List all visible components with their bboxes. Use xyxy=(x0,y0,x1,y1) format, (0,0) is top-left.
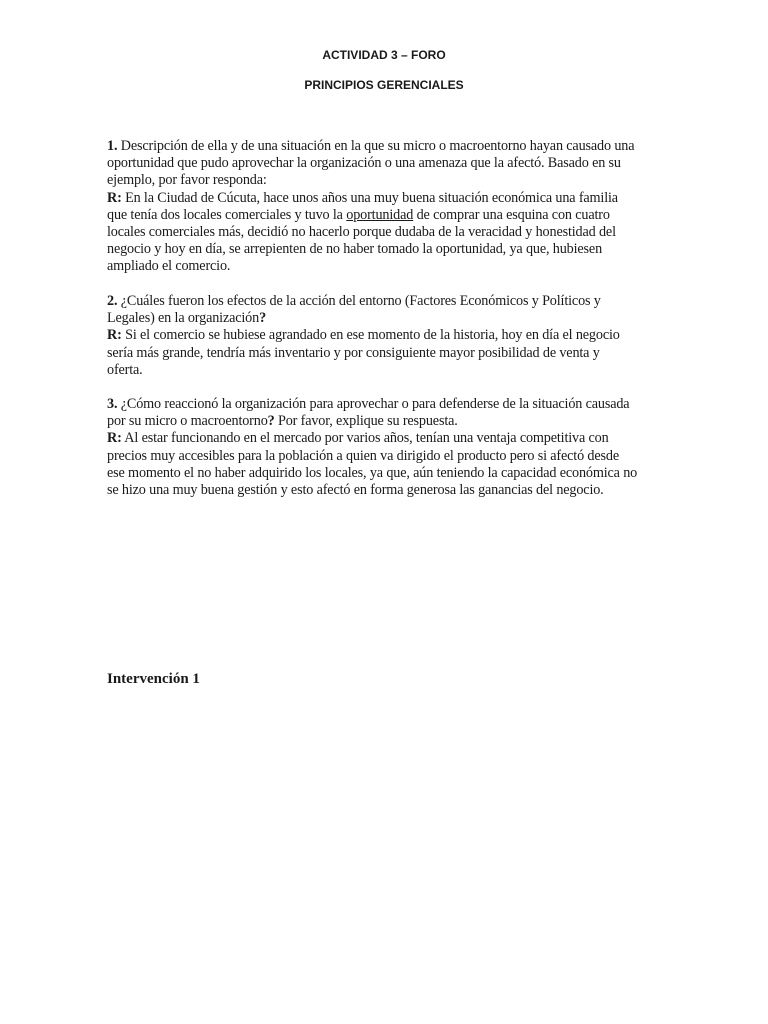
document-subtitle: PRINCIPIOS GERENCIALES xyxy=(304,78,464,92)
answer-2-line-2: sería más grande, tendría más inventario y por consiguiente mayor posibilidad de venta y xyxy=(107,344,600,361)
answer-3-line-4: se hizo una muy buena gestión y esto afectó en forma generosa las ganancias del negocio. xyxy=(107,482,604,499)
question-block-2 xyxy=(107,293,667,379)
question-3-text-part: Por favor, explique su respuesta. xyxy=(274,413,458,430)
answer-3-line-3: ese momento el no haber adquirido los locales, ya que, aún teniendo la capacidad económica no xyxy=(107,464,638,481)
answer-1-line-5: ampliado el comercio. xyxy=(107,258,231,275)
answer-2-line-3: oferta. xyxy=(107,361,143,378)
question-3-line-1 xyxy=(107,396,667,413)
answer-1-line-1 xyxy=(107,190,667,207)
question-1-line-1 xyxy=(107,138,667,155)
answer-1-line-4: negocio y hoy en día, se arrepienten de no haber tomado la oportunidad, ya que, hubiesen xyxy=(107,241,603,258)
question-2-text: ¿Cuáles fueron los efectos de la acción del entorno (Factores Económicos y Políticos y xyxy=(120,293,601,309)
question-3-text-part: por su micro o macroentorno xyxy=(107,413,268,430)
question-1-line-2: oportunidad que pudo aprovechar la organización o una amenaza que la afectó. Basado en su xyxy=(107,155,621,172)
answer-2-label: R: xyxy=(107,327,122,344)
answer-3-text: Al estar funcionando en el mercado por varios años, tenían una ventaja competitiva con xyxy=(124,430,609,447)
question-2-line-1 xyxy=(107,293,667,310)
answer-3-line-2: precios muy accesibles para la población a quien va dirigido el producto pero si afectó desde xyxy=(107,447,619,464)
answer-2-text: Si el comercio se hubiese agrandado en ese momento de la historia, hoy en día el negocio xyxy=(125,327,620,344)
answer-1-text-part: que tenía dos locales comerciales y tuvo la xyxy=(107,206,343,223)
question-1-number: 1. xyxy=(107,138,118,154)
question-2-line-2 xyxy=(107,310,667,327)
answer-1-label: R: xyxy=(107,189,122,206)
answer-1-text-part: de comprar una esquina con cuatro xyxy=(416,206,610,223)
answer-1-line-3: locales comerciales más, decidió no hacerlo porque dudaba de la veracidad y honestidad del xyxy=(107,224,616,241)
question-3-line-2 xyxy=(107,413,667,430)
answer-3-line-1 xyxy=(107,430,667,447)
question-block-3 xyxy=(107,396,667,499)
question-block-1 xyxy=(107,138,667,276)
document-title: ACTIVIDAD 3 – FORO xyxy=(322,48,446,62)
question-mark: ? xyxy=(259,310,267,327)
answer-2-line-1 xyxy=(107,327,667,344)
question-1-line-3: ejemplo, por favor responda: xyxy=(107,172,267,189)
question-2-number: 2. xyxy=(107,293,118,309)
question-1-text: Descripción de ella y de una situación en la que su micro o macroentorno hayan causado una xyxy=(120,138,635,154)
answer-1-line-2 xyxy=(107,207,667,224)
section-heading: Intervención 1 xyxy=(107,671,200,687)
question-mark: ? xyxy=(267,413,275,430)
question-3-text: ¿Cómo reaccionó la organización para aprovechar o para defenderse de la situación causada xyxy=(120,396,630,412)
question-2-text-part: Legales) en la organización xyxy=(107,310,260,327)
underlined-word: oportunidad xyxy=(346,206,414,223)
answer-3-label: R: xyxy=(107,430,122,447)
question-3-number: 3. xyxy=(107,396,118,412)
answer-1-text: En la Ciudad de Cúcuta, hace unos años una muy buena situación económica una familia xyxy=(125,189,618,206)
